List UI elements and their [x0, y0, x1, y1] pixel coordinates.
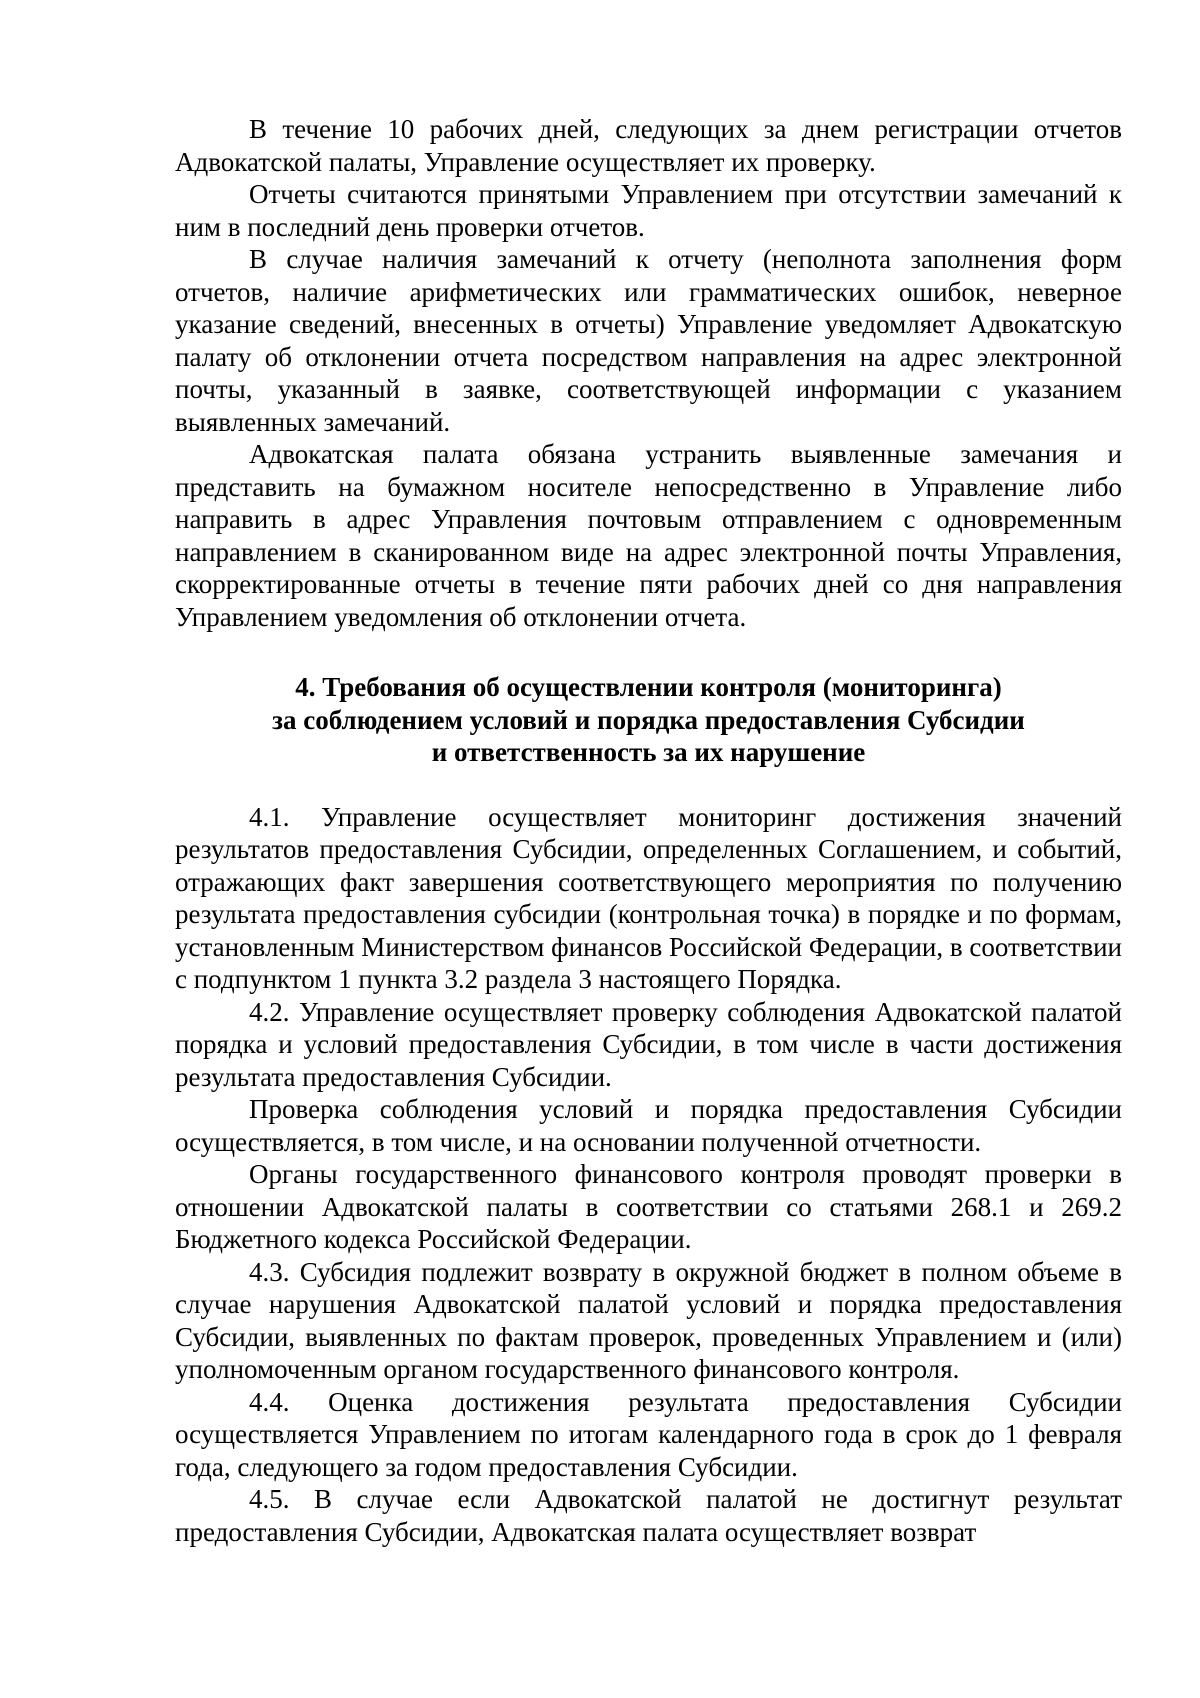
paragraph-report-remarks: В случае наличия замечаний к отчету (неполнота заполнения форм отчетов, наличие арифметических или грамматических ошибок, неверное указание сведений, внесенных в отчеты) Управление уведомляет Адвокатскую палату об отклонении отчета посредством направления на адрес электронной почты, указанный в заявке, соответствующей информации с указанием выявленных замечаний. [175, 244, 1122, 437]
paragraph-4-2: 4.2. Управление осуществляет проверку соблюдения Адвокатской палатой порядка и условий предоставления Субсидии, в том числе в части достижения результата предоставления Субсидии. [175, 996, 1122, 1092]
paragraph-remarks-correction: Адвокатская палата обязана устранить выявленные замечания и представить на бумажном носителе непосредственно в Управление либо направить в адрес Управления почтовым отправлением с одновременным направлением в сканированном виде на адрес электронной почты Управления, скорректированные отчеты в течение пяти рабочих дней со дня направления Управлением уведомления об отклонении отчета. [175, 439, 1122, 632]
document-body [175, 113, 1122, 1548]
section-4-heading-line-3: и ответственность за их нарушение [431, 737, 866, 767]
paragraph-verification-period: В течение 10 рабочих дней, следующих за днем регистрации отчетов Адвокатской палаты, Управление осуществляет их проверку. [175, 114, 1122, 177]
paragraph-4-1: 4.1. Управление осуществляет мониторинг достижения значений результатов предоставления Субсидии, определенных Соглашением, и событий, отражающих факт завершения соответствующего мероприятия по получению результата предоставления субсидии (контрольная точка) в порядке и по формам, установленным Министерством финансов Российской Федерации, в соответствии с подпунктом 1 пункта 3.2 раздела 3 настоящего Порядка. [175, 801, 1122, 994]
paragraph-4-3: 4.3. Субсидия подлежит возврату в окружной бюджет в полном объеме в случае нарушения Адвокатской палатой условий и порядка предоставления Субсидии, выявленных по фактам проверок, проведенных Управлением и (или) уполномоченным органом государственного финансового контроля. [175, 1256, 1122, 1384]
section-4-heading [175, 671, 1122, 769]
paragraph-compliance-check: Проверка соблюдения условий и порядка предоставления Субсидии осуществляется, в том числе, и на основании полученной отчетности. [175, 1094, 1122, 1157]
section-4-heading-line-2: за соблюдением условий и порядка предоставления Субсидии [272, 704, 1025, 735]
paragraph-reports-accepted: Отчеты считаются принятыми Управлением при отсутствии замечаний к ним в последний день проверки отчетов. [175, 179, 1122, 242]
section-4-heading-line-1: 4. Требования об осуществлении контроля (мониторинга) [295, 672, 1002, 702]
paragraph-4-5: 4.5. В случае если Адвокатской палатой не достигнут результат предоставления Субсидии, Адвокатская палата осуществляет возврат [175, 1484, 1122, 1547]
paragraph-4-4: 4.4. Оценка достижения результата предоставления Субсидии осуществляется Управлением по итогам календарного года в срок до 1 февраля года, следующего за годом предоставления Субсидии. [175, 1386, 1122, 1482]
paragraph-financial-control: Органы государственного финансового контроля проводят проверки в отношении Адвокатской палаты в соответствии со статьями 268.1 и 269.2 Бюджетного кодекса Российской Федерации. [175, 1159, 1122, 1254]
